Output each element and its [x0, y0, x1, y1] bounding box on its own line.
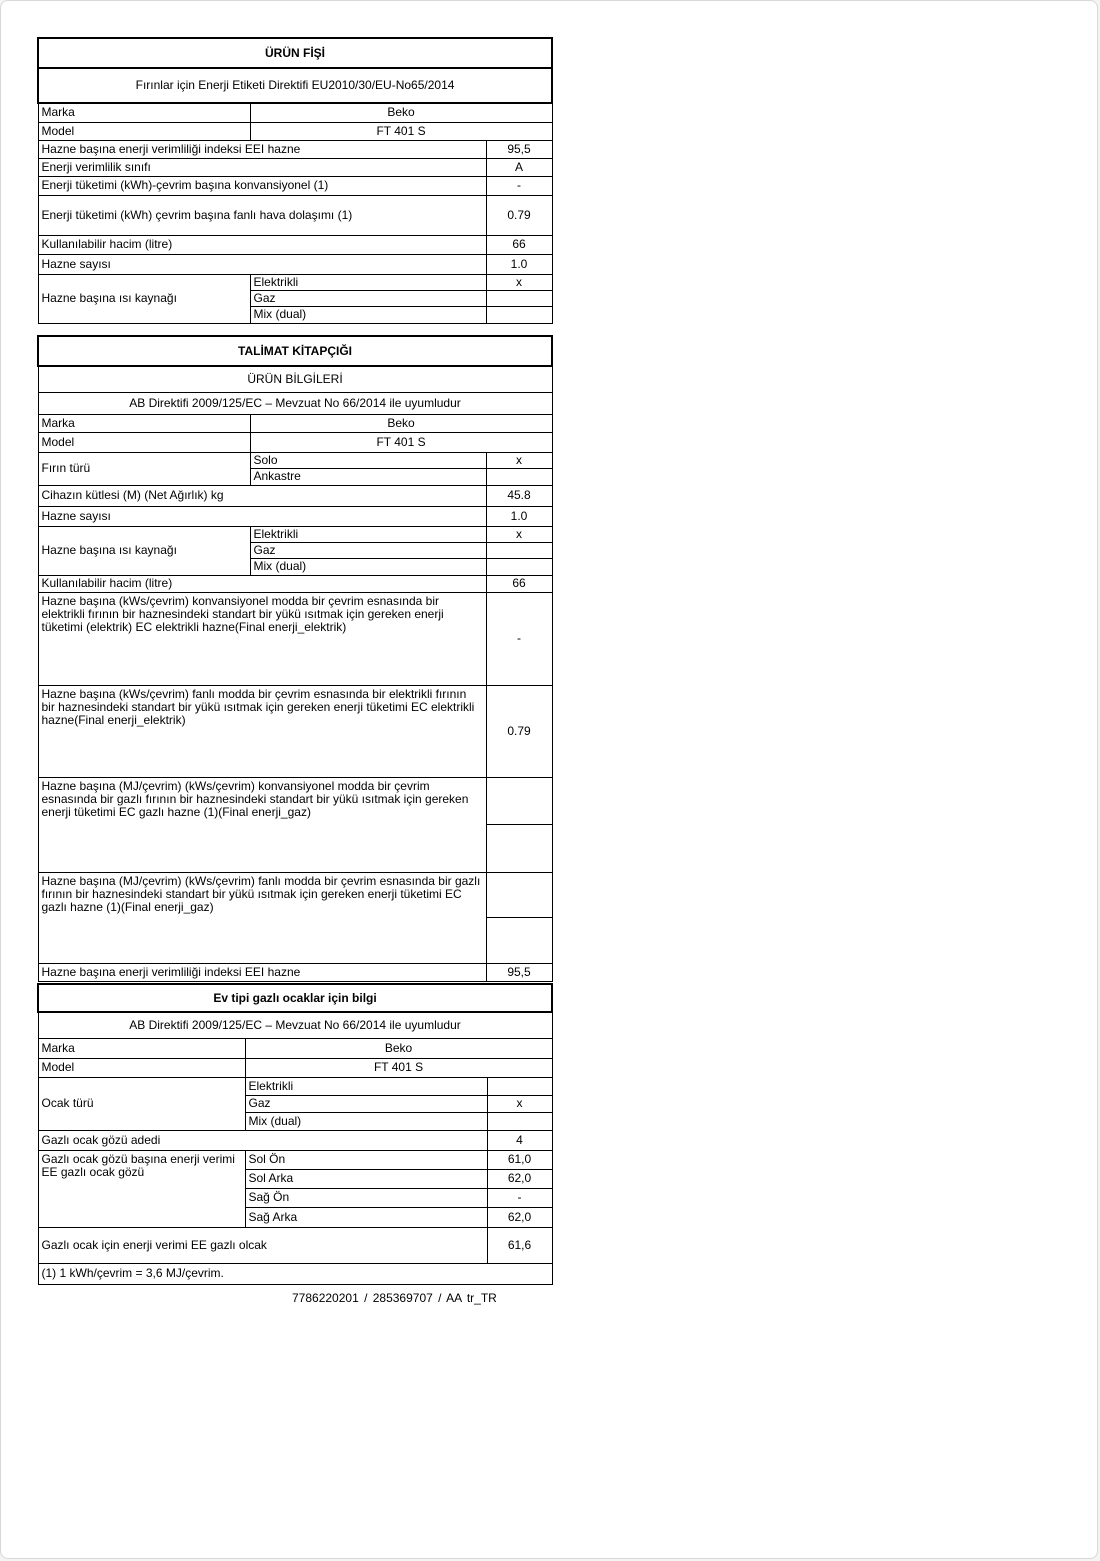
- oven-type-label: Fırın türü: [38, 452, 250, 485]
- heat-source-value: [486, 542, 552, 558]
- heat-source-value: [486, 290, 552, 306]
- volume-value: 66: [486, 575, 552, 592]
- hob-type-value: [487, 1112, 552, 1130]
- heat-source-name: Mix (dual): [250, 306, 486, 323]
- brand-label: Marka: [38, 103, 250, 122]
- document-code: 7786220201 / 285369707 / AA tr_TR: [292, 1291, 497, 1305]
- oven-type-name: Ankastre: [250, 468, 486, 485]
- ec-fan-gas-label: Hazne başına (MJ/çevrim) (kWs/çevrim) fanlı modda bir çevrim esnasında bir gazlı fırının bir haznesindeki standart bir yükü ısıtmak için gereken enerji tüketimi EC gazlı hazne (1)(Final enerji_gaz): [38, 872, 486, 963]
- volume-value: 66: [486, 235, 552, 254]
- hob-type-value: x: [487, 1095, 552, 1112]
- heat-source-label: Hazne başına ısı kaynağı: [38, 274, 250, 323]
- fan-energy-label: Enerji tüketimi (kWh) çevrim başına fanlı hava dolaşımı (1): [38, 195, 486, 235]
- oven-type-name: Solo: [250, 452, 486, 468]
- cavity-count-label: Hazne sayısı: [38, 506, 486, 526]
- heat-source-name: Gaz: [250, 290, 486, 306]
- heat-source-name: Elektrikli: [250, 274, 486, 290]
- burner-name: Sol Arka: [245, 1169, 487, 1188]
- model-value: FT 401 S: [250, 122, 552, 140]
- ec-fan-electric-value: 0.79: [486, 685, 552, 777]
- heat-source-label: Hazne başına ısı kaynağı: [38, 526, 250, 575]
- heat-source-value: [486, 558, 552, 575]
- heat-source-name: Gaz: [250, 542, 486, 558]
- hob-type-name: Mix (dual): [245, 1112, 487, 1130]
- heat-source-name: Mix (dual): [250, 558, 486, 575]
- cavity-count-value: 1.0: [486, 506, 552, 526]
- product-sheet-directive: Fırınlar için Enerji Etiketi Direktifi EU2010/30/EU-No65/2014: [38, 68, 552, 103]
- hob-type-label: Ocak türü: [38, 1077, 245, 1130]
- cavity-count-value: 1.0: [486, 254, 552, 274]
- burner-count-label: Gazlı ocak gözü adedi: [38, 1130, 487, 1150]
- model-value: FT 401 S: [245, 1058, 552, 1077]
- burner-name: Sağ Arka: [245, 1207, 487, 1227]
- ec-conventional-gas-label: Hazne başına (MJ/çevrim) (kWs/çevrim) konvansiyonel modda bir çevrim esnasında bir gazlı fırının bir haznesindeki standart bir yükü ısıtmak için gereken enerji tüketimi EC gazlı hazne (1)(Final enerji_gaz): [38, 777, 486, 872]
- instructions-title: TALİMAT KİTAPÇIĞI: [38, 336, 552, 366]
- ec-conventional-gas-value: [486, 777, 552, 824]
- burner-value: -: [487, 1188, 552, 1207]
- volume-label: Kullanılabilir hacim (litre): [38, 235, 486, 254]
- instructions-subtitle: ÜRÜN BİLGİLERİ: [38, 366, 552, 392]
- cavity-count-label: Hazne sayısı: [38, 254, 486, 274]
- ec-fan-electric-label: Hazne başına (kWs/çevrim) fanlı modda bir çevrim esnasında bir elektrikli fırının bir haznesindeki standart bir yükü ısıtmak için gereken enerji tüketimi EC elektrikli hazne(Final enerji_elektrik): [38, 685, 486, 777]
- burner-value: 61,0: [487, 1150, 552, 1169]
- brand-value: Beko: [250, 414, 552, 432]
- product-sheet-title: ÜRÜN FİŞİ: [38, 38, 552, 68]
- hob-type-name: Gaz: [245, 1095, 487, 1112]
- eei-value: 95,5: [486, 963, 552, 981]
- brand-value: Beko: [245, 1038, 552, 1058]
- instructions-directive: AB Direktifi 2009/125/EC – Mevzuat No 66/2014 ile uyumludur: [38, 392, 552, 414]
- gas-hob-title: Ev tipi gazlı ocaklar için bilgi: [38, 984, 552, 1012]
- volume-label: Kullanılabilir hacim (litre): [38, 575, 486, 592]
- efficiency-class-value: A: [486, 158, 552, 176]
- burner-value: 62,0: [487, 1207, 552, 1227]
- instructions-table: [37, 335, 553, 982]
- conventional-energy-label: Enerji tüketimi (kWh)-çevrim başına konvansiyonel (1): [38, 176, 486, 195]
- heat-source-value: [486, 306, 552, 323]
- gas-hob-directive: AB Direktifi 2009/125/EC – Mevzuat No 66/2014 ile uyumludur: [38, 1012, 552, 1038]
- eei-value: 95,5: [486, 140, 552, 158]
- gas-hob-table: [37, 983, 553, 1285]
- model-value: FT 401 S: [250, 432, 552, 452]
- heat-source-value: x: [486, 526, 552, 542]
- conventional-energy-value: -: [486, 176, 552, 195]
- brand-label: Marka: [38, 414, 250, 432]
- efficiency-class-label: Enerji verimlilik sınıfı: [38, 158, 486, 176]
- burner-name: Sol Ön: [245, 1150, 487, 1169]
- brand-value: Beko: [250, 103, 552, 122]
- fan-energy-value: 0.79: [486, 195, 552, 235]
- heat-source-value: x: [486, 274, 552, 290]
- brand-label: Marka: [38, 1038, 245, 1058]
- mass-value: 45.8: [486, 485, 552, 506]
- model-label: Model: [38, 432, 250, 452]
- model-label: Model: [38, 122, 250, 140]
- ec-fan-gas-value: [486, 872, 552, 917]
- hob-ee-label: Gazlı ocak için enerji verimi EE gazlı olcak: [38, 1227, 487, 1263]
- footnote: (1) 1 kWh/çevrim = 3,6 MJ/çevrim.: [38, 1263, 552, 1284]
- ec-conventional-gas-value: [486, 824, 552, 872]
- eei-label: Hazne başına enerji verimliliği indeksi EEI hazne: [38, 963, 486, 981]
- ec-conventional-electric-value: -: [486, 592, 552, 685]
- oven-type-value: x: [486, 452, 552, 468]
- model-label: Model: [38, 1058, 245, 1077]
- burner-value: 62,0: [487, 1169, 552, 1188]
- hob-type-name: Elektrikli: [245, 1077, 487, 1095]
- burner-ee-label: Gazlı ocak gözü başına enerji verimi EE gazlı ocak gözü: [38, 1150, 245, 1227]
- ec-fan-gas-value: [486, 917, 552, 963]
- oven-type-value: [486, 468, 552, 485]
- burner-name: Sağ Ön: [245, 1188, 487, 1207]
- burner-count-value: 4: [487, 1130, 552, 1150]
- ec-conventional-electric-label: Hazne başına (kWs/çevrim) konvansiyonel modda bir çevrim esnasında bir elektrikli fırının bir haznesindeki standart bir yükü ısıtmak için gereken enerji tüketimi (elektrik) EC elektrikli hazne(Final enerji_elektrik): [38, 592, 486, 685]
- mass-label: Cihazın kütlesi (M) (Net Ağırlık) kg: [38, 485, 486, 506]
- hob-ee-value: 61,6: [487, 1227, 552, 1263]
- hob-type-value: [487, 1077, 552, 1095]
- product-sheet-table: [37, 37, 553, 324]
- eei-label: Hazne başına enerji verimliliği indeksi EEI hazne: [38, 140, 486, 158]
- heat-source-name: Elektrikli: [250, 526, 486, 542]
